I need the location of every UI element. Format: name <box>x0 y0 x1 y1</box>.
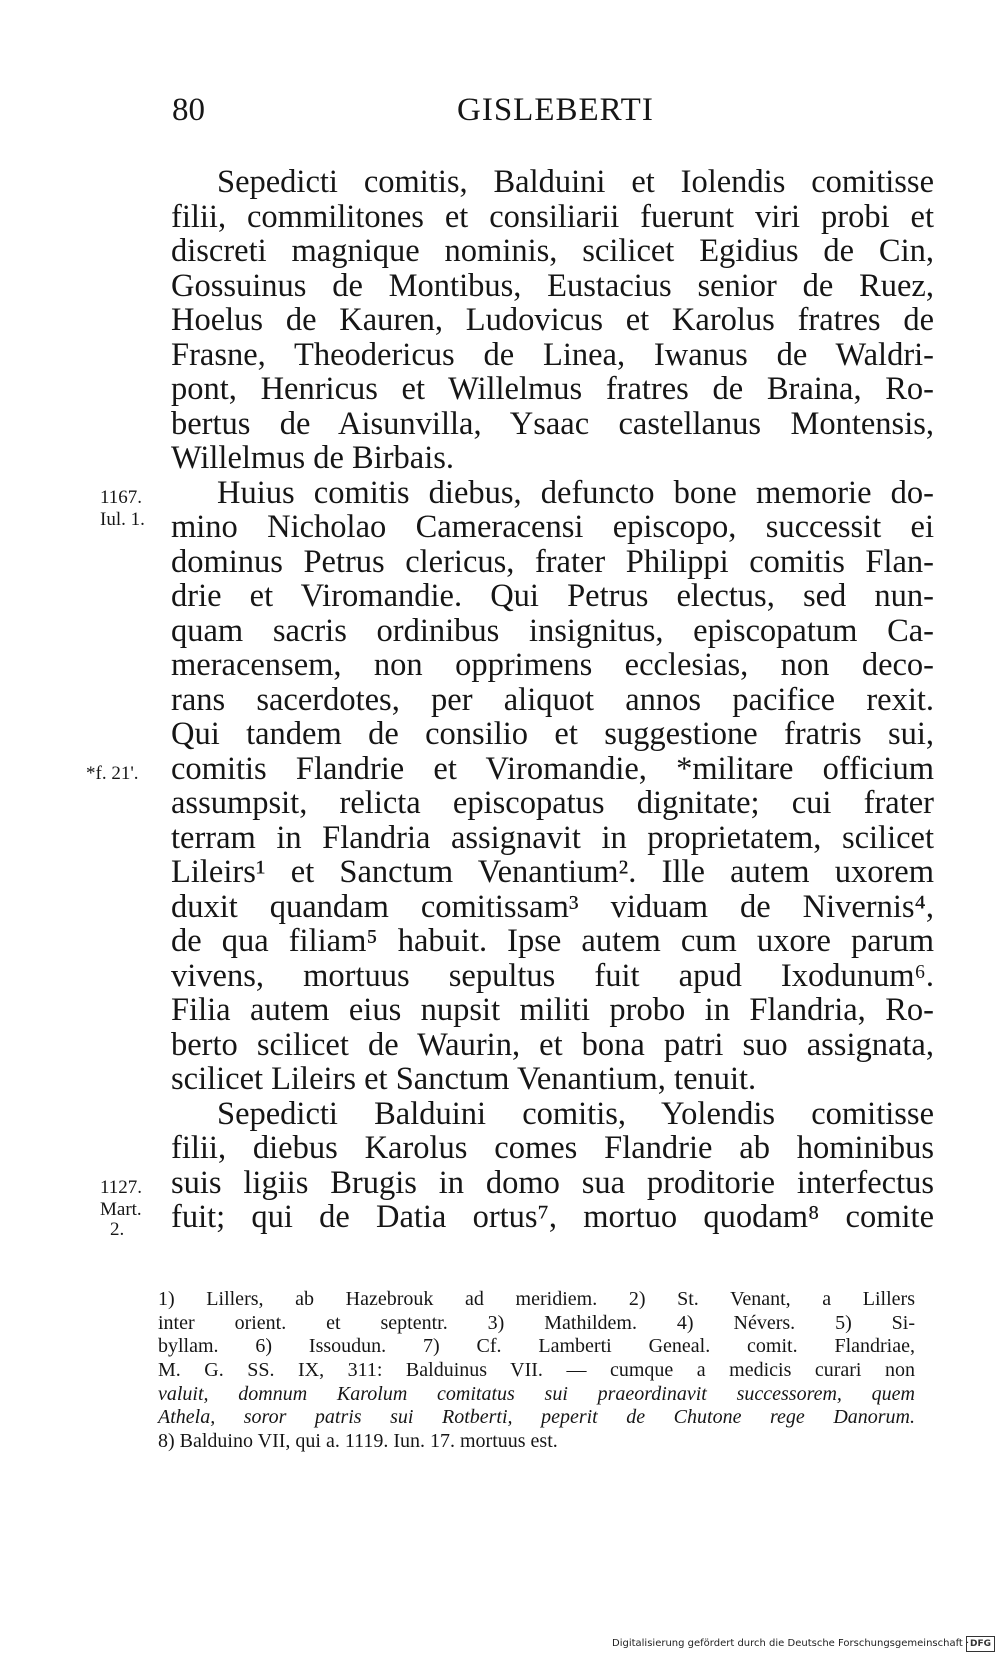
text-line: mino Nicholao Cameracensi episcopo, successit ei <box>171 509 934 545</box>
margin-date: Iul. 1. <box>100 509 145 530</box>
margin-year: 1127. <box>100 1177 143 1198</box>
text-line: quam sacris ordinibus insignitus, episcopatum Ca- <box>171 613 934 649</box>
text-line: assumpsit, relicta episcopatus dignitate; cui frater <box>171 785 934 821</box>
footnote-line: 1) Lillers, ab Hazebrouk ad meridiem. 2) St. Venant, a Lillers <box>158 1288 915 1310</box>
text-line: Huius comitis diebus, defuncto bone memorie do- <box>217 475 934 511</box>
text-line: bertus de Aisunvilla, Ysaac castellanus Montensis, <box>171 406 934 442</box>
text-line: terram in Flandria assignavit in proprietatem, scilicet <box>171 820 934 856</box>
text-line: fuit; qui de Datia ortus⁷, mortuo quodam⁸ comite <box>171 1199 934 1235</box>
dfg-logo: DFG <box>966 1636 995 1652</box>
text-line: Lileirs¹ et Sanctum Venantium². Ille autem uxorem <box>171 854 934 890</box>
margin-year: 1167. <box>100 487 143 508</box>
text-line: comitis Flandrie et Viromandie, *militare officium <box>171 751 934 787</box>
text-line: dominus Petrus clericus, frater Philippi comitis Flan- <box>171 544 934 580</box>
text-line: Filia autem eius nupsit militi probo in Flandria, Ro- <box>171 992 934 1028</box>
footnote-line: byllam. 6) Issoudun. 7) Cf. Lamberti Geneal. comit. Flandriae, <box>158 1335 915 1357</box>
text-line: drie et Viromandie. Qui Petrus electus, sed nun- <box>171 578 934 614</box>
margin-date-day: 2. <box>110 1219 125 1240</box>
text-line: meracensem, non opprimens ecclesias, non deco- <box>171 647 934 683</box>
text-line: Sepedicti Balduini comitis, Yolendis comitisse <box>217 1096 934 1132</box>
text-line: Gossuinus de Montibus, Eustacius senior de Ruez, <box>171 268 934 304</box>
digitization-credit: Digitalisierung gefördert durch die Deutsche Forschungsgemeinschaft · <box>612 1638 970 1649</box>
text-line: scilicet Lileirs et Sanctum Venantium, tenuit. <box>171 1061 757 1097</box>
text-line: duxit quandam comitissam³ viduam de Nivernis⁴, <box>171 889 934 925</box>
footnote-line: valuit, domnum Karolum comitatus sui praeordinavit successorem, quem <box>158 1383 915 1405</box>
text-line: pont, Henricus et Willelmus fratres de Braina, Ro- <box>171 371 934 407</box>
margin-folio: *f. 21'. <box>86 763 139 784</box>
text-line: Sepedicti comitis, Balduini et Iolendis comitisse <box>217 164 934 200</box>
footnote-line: Athela, soror patris sui Rotberti, peperit de Chutone rege Danorum. <box>158 1406 915 1428</box>
text-line: vivens, mortuus sepultus fuit apud Ixodunum⁶. <box>171 958 934 994</box>
page-number: 80 <box>172 92 205 128</box>
text-line: berto scilicet de Waurin, et bona patri suo assignata, <box>171 1027 934 1063</box>
footnote-line: 8) Balduino VII, qui a. 1119. Iun. 17. mortuus est. <box>158 1430 558 1452</box>
text-line: Willelmus de Birbais. <box>171 440 455 476</box>
text-line: suis ligiis Brugis in domo sua proditorie interfectus <box>171 1165 934 1201</box>
text-line: Hoelus de Kauren, Ludovicus et Karolus fratres de <box>171 302 934 338</box>
text-line: Frasne, Theodericus de Linea, Iwanus de Waldri- <box>171 337 934 373</box>
text-line: discreti magnique nominis, scilicet Egidius de Cin, <box>171 233 934 269</box>
text-line: de qua filiam⁵ habuit. Ipse autem cum uxore parum <box>171 923 934 959</box>
text-line: rans sacerdotes, per aliquot annos pacifice rexit. <box>171 682 934 718</box>
footnote-line: M. G. SS. IX, 311: Balduinus VII. — cumque a medicis curari non <box>158 1359 915 1381</box>
text-line: filii, diebus Karolus comes Flandrie ab hominibus <box>171 1130 934 1166</box>
margin-date: Mart. <box>100 1199 142 1220</box>
text-line: Qui tandem de consilio et suggestione fratris sui, <box>171 716 934 752</box>
text-line: filii, commilitones et consiliarii fuerunt viri probi et <box>171 199 934 235</box>
running-title: GISLEBERTI <box>457 92 654 128</box>
footnote-line: inter orient. et septentr. 3) Mathildem. 4) Névers. 5) Si- <box>158 1312 915 1334</box>
